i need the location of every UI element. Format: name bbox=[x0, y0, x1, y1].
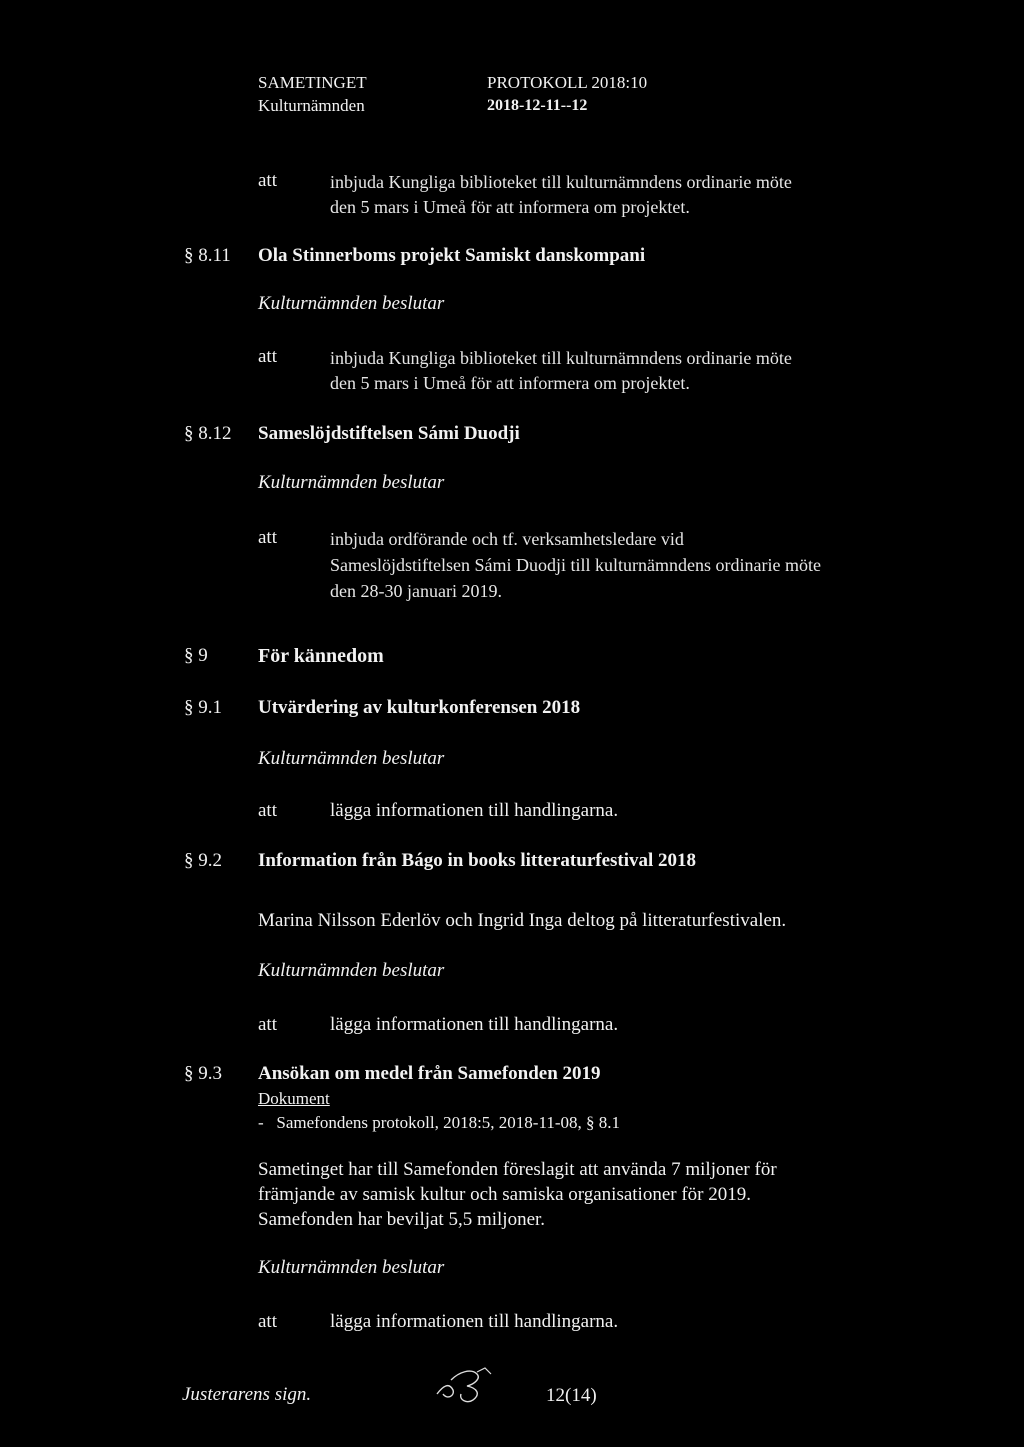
att-label: att bbox=[258, 1311, 277, 1332]
section-number: § 9 bbox=[184, 645, 208, 666]
section-title: Information från Bágo in books litteraturfestival 2018 bbox=[258, 850, 697, 871]
section-title: Utvärdering av kulturkonferensen 2018 bbox=[258, 697, 581, 718]
decides-heading: Kulturnämnden beslutar bbox=[258, 293, 445, 314]
section-title: Ansökan om medel från Samefonden 2019 bbox=[258, 1063, 601, 1084]
decision-line: den 28-30 januari 2019. bbox=[330, 581, 502, 601]
att-label: att bbox=[258, 800, 277, 821]
section-text: Marina Nilsson Ederlöv och Ingrid Inga deltog på litteraturfestivalen. bbox=[258, 910, 787, 931]
meeting-date: 2018-12-11--12 bbox=[487, 97, 588, 114]
paragraph-line: Samefonden har beviljat 5,5 miljoner. bbox=[258, 1209, 546, 1230]
decides-heading: Kulturnämnden beslutar bbox=[258, 748, 445, 769]
decision-line: den 5 mars i Umeå för att informera om projektet. bbox=[330, 373, 690, 393]
decision-line: inbjuda ordförande och tf. verksamhetsledare vid bbox=[330, 529, 684, 549]
att-label: att bbox=[258, 170, 277, 191]
org-name: SAMETINGET bbox=[258, 73, 367, 92]
signature-label: Justerarens sign. bbox=[182, 1384, 312, 1405]
att-label: att bbox=[258, 1014, 277, 1035]
decision-line: den 5 mars i Umeå för att informera om projektet. bbox=[330, 197, 690, 217]
section-title: Sameslöjdstiftelsen Sámi Duodji bbox=[258, 423, 520, 444]
documents-label: Dokument bbox=[258, 1089, 330, 1108]
signature-mark bbox=[425, 1360, 505, 1410]
section-title: Ola Stinnerboms projekt Samiskt danskompani bbox=[258, 245, 646, 266]
att-label: att bbox=[258, 346, 277, 367]
committee-name: Kulturnämnden bbox=[258, 96, 365, 115]
decision-line: lägga informationen till handlingarna. bbox=[330, 800, 619, 821]
decision-line: lägga informationen till handlingarna. bbox=[330, 1311, 619, 1332]
decides-heading: Kulturnämnden beslutar bbox=[258, 960, 445, 981]
document-item: - Samefondens protokoll, 2018:5, 2018-11-08, § 8.1 bbox=[258, 1113, 620, 1132]
section-number: § 8.11 bbox=[184, 245, 231, 266]
paragraph-line: främjande av samisk kultur och samiska organisationer för 2019. bbox=[258, 1184, 751, 1205]
section-number: § 9.1 bbox=[184, 697, 222, 718]
section-number: § 9.3 bbox=[184, 1063, 222, 1084]
att-label: att bbox=[258, 527, 277, 548]
decision-line: lägga informationen till handlingarna. bbox=[330, 1014, 619, 1035]
decides-heading: Kulturnämnden beslutar bbox=[258, 1257, 445, 1278]
section-number: § 9.2 bbox=[184, 850, 222, 871]
section-title: För kännedom bbox=[258, 645, 384, 667]
paragraph-line: Sametinget har till Samefonden föreslagit att använda 7 miljoner för bbox=[258, 1159, 777, 1180]
protocol-number: PROTOKOLL 2018:10 bbox=[487, 73, 648, 92]
decision-line: inbjuda Kungliga biblioteket till kulturnämndens ordinarie möte bbox=[330, 348, 792, 368]
decision-line: inbjuda Kungliga biblioteket till kulturnämndens ordinarie möte bbox=[330, 172, 792, 192]
decision-line: Sameslöjdstiftelsen Sámi Duodji till kulturnämndens ordinarie möte bbox=[330, 555, 821, 575]
decides-heading: Kulturnämnden beslutar bbox=[258, 472, 445, 493]
section-number: § 8.12 bbox=[184, 423, 232, 444]
page-number: 12(14) bbox=[546, 1385, 597, 1406]
